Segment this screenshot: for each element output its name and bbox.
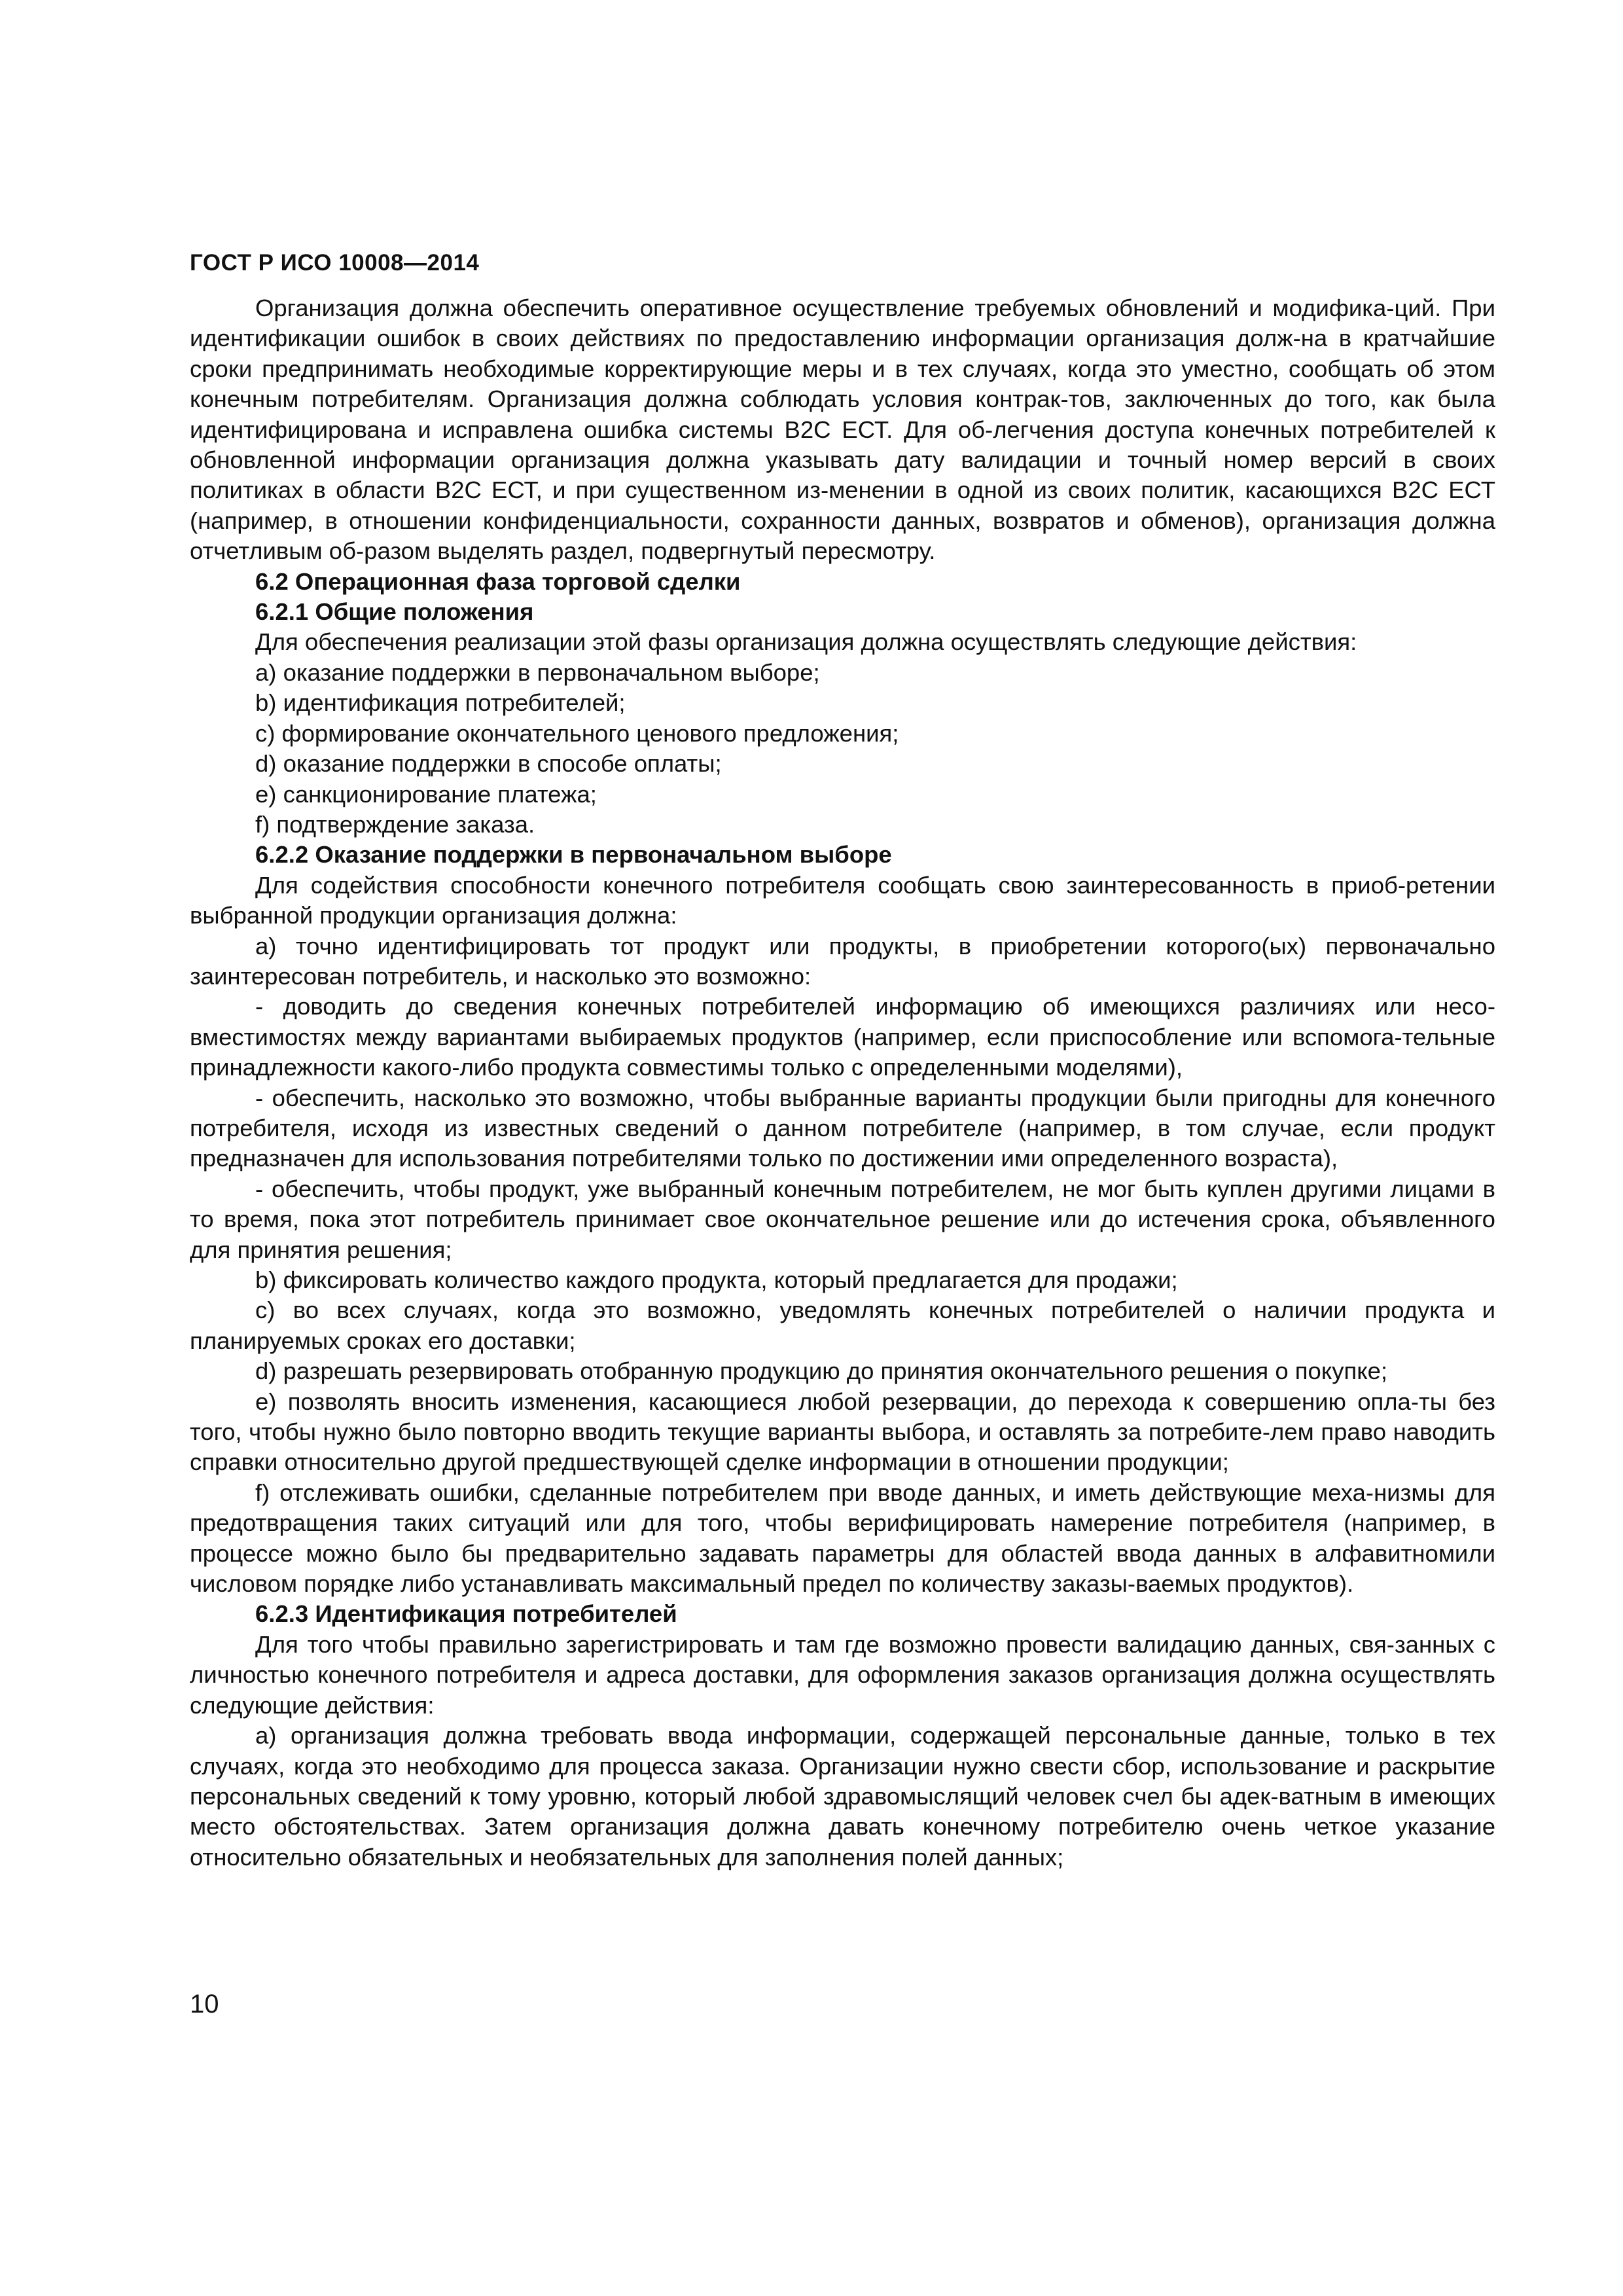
section-heading-6-2-3: 6.2.3 Идентификация потребителей <box>255 1600 677 1628</box>
standard-header: ГОСТ Р ИСО 10008—2014 <box>190 250 480 276</box>
paragraph: b) фиксировать количество каждого продукта, который предлагается для продажи; <box>255 1266 1178 1293</box>
paragraph: Для содействия способности конечного потребителя сообщать свою заинтересованность в приоб-ретении выбранной продукции организация должна: <box>190 871 1495 929</box>
list-item: а) оказание поддержки в первоначальном выборе; <box>255 658 820 686</box>
section-heading-6-2: 6.2 Операционная фаза торговой сделки <box>255 567 741 595</box>
paragraph: Для обеспечения реализации этой фазы организация должна осуществлять следующие действия: <box>255 628 1357 656</box>
document-body <box>190 293 1495 1873</box>
paragraph: f) отслеживать ошибки, сделанные потребителем при вводе данных, и иметь действующие меха-низмы для предотвращения таких ситуаций или для того, чтобы верифицировать намерение потребителя (например, в процессе можно было бы предварительно задавать параметры для областей ввода данных в алфавитномили числовом порядке либо устанавливать максимальный предел по количеству заказы-ваемых продуктов). <box>190 1479 1495 1598</box>
paragraph: - обеспечить, чтобы продукт, уже выбранный конечным потребителем, не мог быть куплен другими лицами в то время, пока этот потребитель принимает свое окончательное решение или до истечения срока, объявленного для принятия решения; <box>190 1175 1495 1263</box>
paragraph: а) организация должна требовать ввода информации, содержащей персональные данные, только в тех случаях, когда это необходимо для процесса заказа. Организации нужно свести сбор, использование и раскрытие персональных сведений к тому уровню, который любой здравомыслящий человек счел бы адек-ватным в имеющих место обстоятельствах. Затем организация должна давать конечному потребителю очень четкое указание относительно обязательных и необязательных для заполнения полей данных; <box>190 1722 1495 1871</box>
paragraph: с) во всех случаях, когда это возможно, уведомлять конечных потребителей о наличии продукта и планируемых сроках его доставки; <box>190 1297 1495 1354</box>
list-item: с) формирование окончательного ценового предложения; <box>255 719 899 747</box>
list-item: b) идентификация потребителей; <box>255 689 626 717</box>
paragraph: Организация должна обеспечить оперативное осуществление требуемых обновлений и модифика-ций. При идентификации ошибок в своих действиях по предоставлению информации организация долж-на в кратчайшие сроки предпринимать необходимые корректирующие меры и в тех случаях, когда это уместно, сообщать об этом конечным потребителям. Организация должна соблюдать условия контрак-тов, заключенных до того, как была идентифицирована и исправлена ошибка системы В2С ЕСТ. Для об-легчения доступа конечных потребителей к обновленной информации организация должна указывать дату валидации и точный номер версий в своих политиках в области В2С ЕСТ, и при существенном из-менении в одной из своих политик, касающихся В2С ЕСТ (например, в отношении конфиденциальности, сохранности данных, возвратов и обменов), организация должна отчетливым об-разом выделять раздел, подвергнутый пересмотру. <box>190 295 1495 565</box>
list-item: d) оказание поддержки в способе оплаты; <box>255 750 722 778</box>
list-item: f) подтверждение заказа. <box>255 810 535 838</box>
paragraph: а) точно идентифицировать тот продукт или продукты, в приобретении которого(ых) первоначально заинтересован потребитель, и насколько это возможно: <box>190 932 1495 990</box>
section-heading-6-2-2: 6.2.2 Оказание поддержки в первоначальном выборе <box>255 841 892 869</box>
paragraph: е) позволять вносить изменения, касающиеся любой резервации, до перехода к совершению опла-ты без того, чтобы нужно было повторно вводить текущие варианты выбора, и оставлять за потребите-лем право наводить справки относительно другой предшествующей сделке информации в отношении продукции; <box>190 1388 1495 1476</box>
paragraph: - доводить до сведения конечных потребителей информацию об имеющихся различиях или несо-вместимостях между вариантами выбираемых продуктов (например, если приспособление или вспомога-тельные принадлежности какого-либо продукта совместимы только с определенными моделями), <box>190 993 1495 1081</box>
section-heading-6-2-1: 6.2.1 Общие положения <box>255 598 534 626</box>
page-number: 10 <box>190 1990 219 2018</box>
list-item: е) санкционирование платежа; <box>255 780 597 808</box>
paragraph: d) разрешать резервировать отобранную продукцию до принятия окончательного решения о покупке; <box>255 1357 1388 1385</box>
paragraph: - обеспечить, насколько это возможно, чтобы выбранные варианты продукции были пригодны для конечного потребителя, исходя из известных сведений о данном потребителе (например, в том случае, если продукт предназначен для использования потребителями только по достижении ими определенного возраста), <box>190 1084 1495 1172</box>
paragraph: Для того чтобы правильно зарегистрировать и там где возможно провести валидацию данных, свя-занных с личностью конечного потребителя и адреса доставки, для оформления заказов организация должна осуществлять следующие действия: <box>190 1630 1495 1719</box>
